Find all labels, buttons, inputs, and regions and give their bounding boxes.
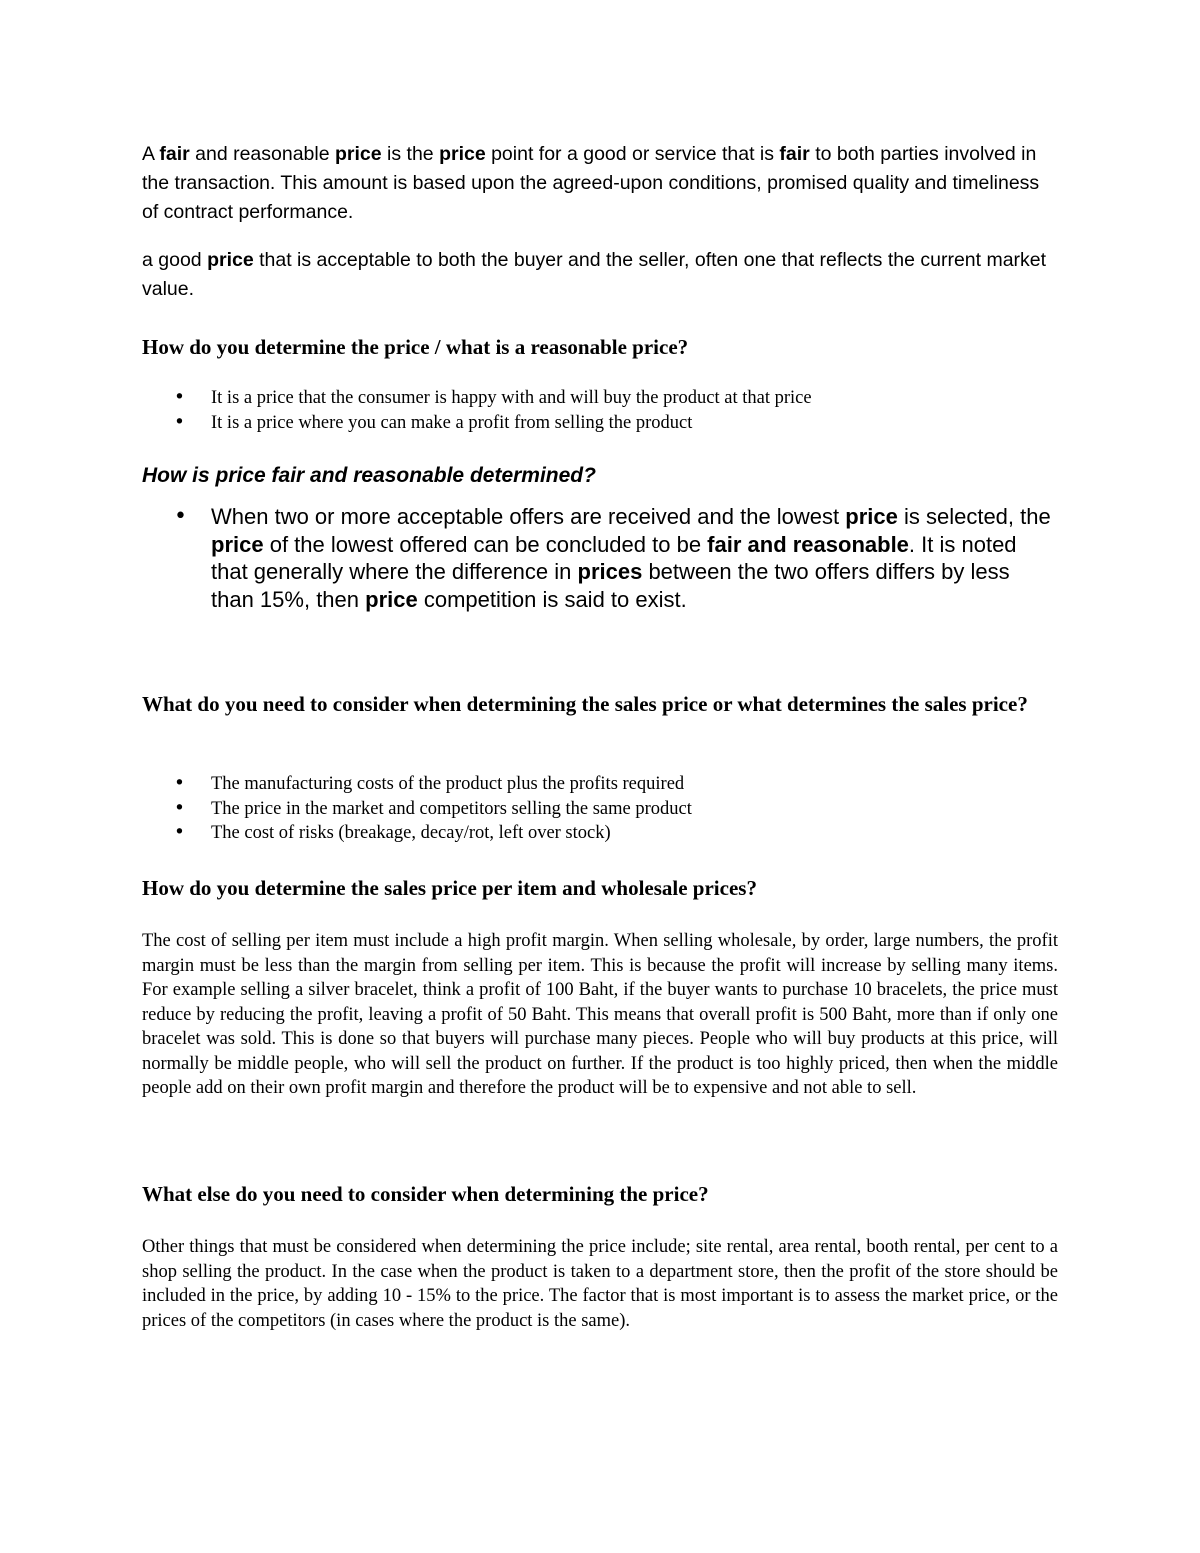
list-item: • It is a price where you can make a profit from selling the product (142, 411, 1058, 436)
list-item: • When two or more acceptable offers are received and the lowest price is selected, the price of the lowest offered can be concluded to be fair and reasonable. It is noted that generally where the difference in prices between the two offers differs by less than 15%, then price competition is said to exist. (142, 503, 1058, 613)
list-item: • It is a price that the consumer is happy with and will buy the product at that price (142, 386, 1058, 411)
heading-determine-reasonable-price: How do you determine the price / what is a reasonable price? (142, 335, 689, 359)
intro-paragraph-definition: A fair and reasonable price is the price point for a good or service that is fair to both parties involved in the transaction. This amount is based upon the agreed-upon conditions, promised quality and timeliness of contract performance. (142, 143, 1040, 223)
heading-per-item-wholesale: How do you determine the sales price per item and wholesale prices? (142, 876, 757, 900)
paragraph-per-item-wholesale: The cost of selling per item must include a high profit margin. When selling wholesale, by order, large numbers, the profit margin must be less than the margin from selling per item. This is because the profit will increase by selling many items. For example selling a silver bracelet, think a profit of 100 Baht, if the buyer wants to purchase 10 bracelets, the price must reduce by reducing the profit, leaving a profit of 50 Baht. This means that overall profit is 500 Baht, more than if only one bracelet was sold. This is done so that buyers will purchase many pieces. People who will buy products at this price, will normally be middle people, who will sell the product on further. If the product is too highly priced, then when the middle people add on their own profit margin and therefore the product will be to expensive and not able to sell. (142, 931, 1058, 1098)
bullet-list-sales-price-factors (142, 772, 1058, 846)
bullet-list-reasonable-price (142, 386, 1058, 435)
list-item: • The cost of risks (breakage, decay/rot, left over stock) (142, 821, 1058, 846)
list-item: • The manufacturing costs of the product plus the profits required (142, 772, 1058, 797)
paragraph-other-considerations: Other things that must be considered when determining the price include; site rental, area rental, booth rental, per cent to a shop selling the product. In the case when the product is taken to a department store, then the profit of the store should be included in the price, by adding 10 - 15% to the price. The factor that is most important is to assess the market price, or the prices of the competitors (in cases where the product is the same). (142, 1237, 1058, 1331)
bullet-list-fair-reasonable (142, 503, 1058, 613)
heading-other-considerations: What else do you need to consider when determining the price? (142, 1182, 709, 1206)
list-item: • The price in the market and competitors selling the same product (142, 797, 1058, 822)
intro-paragraph-good-price: a good price that is acceptable to both the buyer and the seller, often one that reflects the current market value. (142, 249, 1047, 300)
heading-sales-price-considerations: What do you need to consider when determining the sales price or what determines the sales price? (142, 692, 1028, 716)
heading-fair-reasonable-determined: How is price fair and reasonable determined? (142, 464, 596, 487)
